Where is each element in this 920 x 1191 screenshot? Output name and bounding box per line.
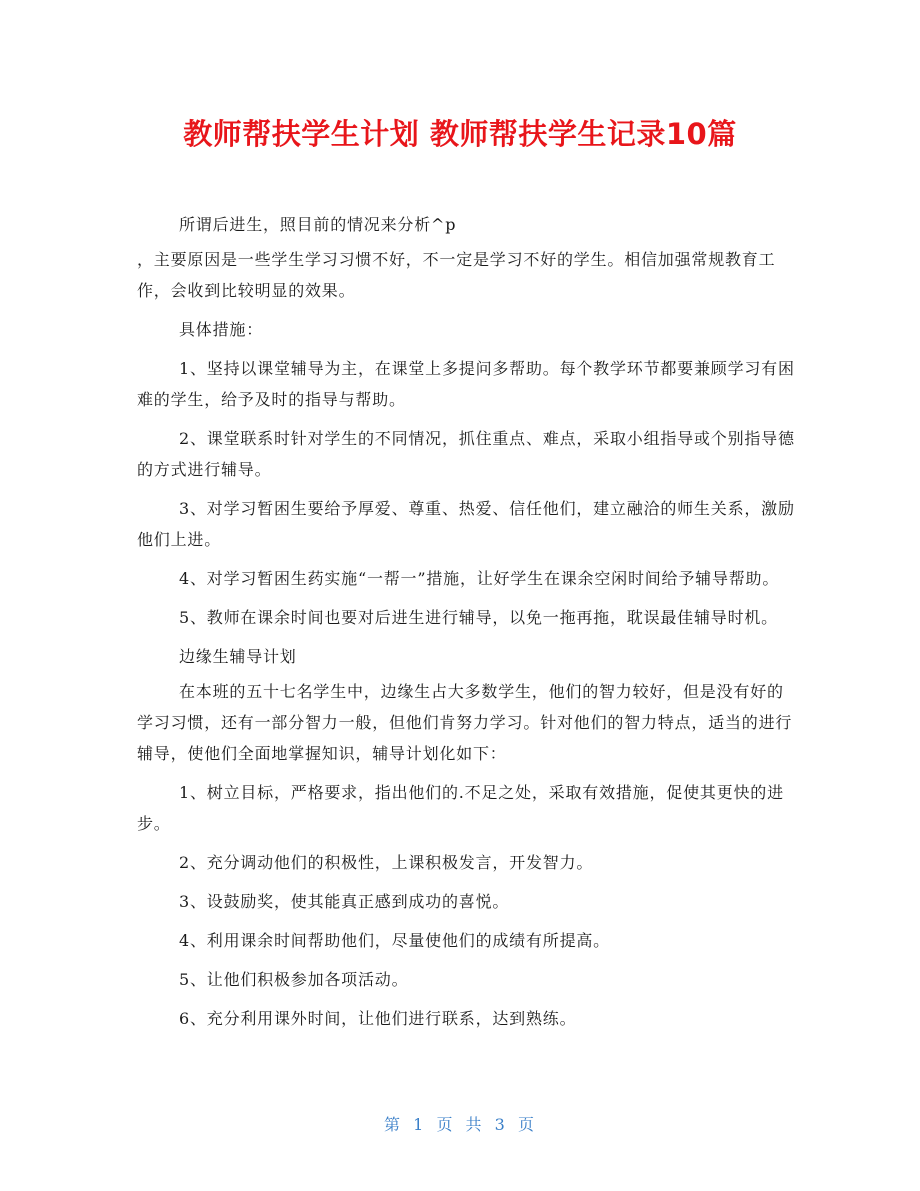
paragraph-edge-item-3: 3、设鼓励奖，使其能真正感到成功的喜悦。 bbox=[179, 892, 510, 911]
paragraph-edge-plan-heading: 边缘生辅导计划 bbox=[179, 647, 297, 666]
paragraph-measure-1: 1、坚持以课堂辅导为主，在课堂上多提问多帮助。每个教学环节都要兼顾学习有困难的学生，给予及时的指导与帮助。 bbox=[137, 359, 795, 409]
footer-current-page: 1 bbox=[413, 1115, 426, 1134]
paragraph-edge-item-1: 1、树立目标，严格要求，指出他们的.不足之处，采取有效措施，促使其更快的进步。 bbox=[137, 783, 784, 833]
paragraph-edge-plan-intro: 在本班的五十七名学生中，边缘生占大多数学生，他们的智力较好，但是没有好的学习习惯，还有一部分智力一般，但他们肯努力学习。针对他们的智力特点，适当的进行辅导，使他们全面地掌握知识，辅导计划化如下： bbox=[137, 682, 793, 763]
document-body bbox=[137, 209, 797, 1042]
paragraph-measure-3: 3、对学习暂困生要给予厚爱、尊重、热爱、信任他们，建立融洽的师生关系，激励他们上进。 bbox=[137, 499, 795, 549]
paragraph-measures-heading: 具体措施： bbox=[179, 320, 264, 339]
paragraph-edge-item-6: 6、充分利用课外时间，让他们进行联系，达到熟练。 bbox=[179, 1009, 577, 1028]
footer-suffix: 页 bbox=[517, 1115, 536, 1134]
paragraph-measure-4: 4、对学习暂困生药实施“一帮一”措施，让好学生在课余空闲时间给予辅导帮助。 bbox=[179, 569, 780, 588]
footer-page-word: 页 bbox=[436, 1115, 455, 1134]
paragraph-measure-5: 5、教师在课余时间也要对后进生进行辅导，以免一拖再拖，耽误最佳辅导时机。 bbox=[179, 608, 778, 627]
paragraph-edge-item-2: 2、充分调动他们的积极性，上课积极发言，开发智力。 bbox=[179, 853, 594, 872]
paragraph-edge-item-4: 4、利用课余时间帮助他们，尽量使他们的成绩有所提高。 bbox=[179, 931, 610, 950]
page-number-footer bbox=[0, 1112, 920, 1135]
paragraph-intro: 所谓后进生，照目前的情况来分析^p bbox=[179, 215, 457, 234]
paragraph-measure-2: 2、课堂联系时针对学生的不同情况，抓住重点、难点，采取小组指导或个别指导德的方式进行辅导。 bbox=[137, 429, 795, 479]
footer-total-pages: 3 bbox=[494, 1115, 507, 1134]
paragraph-edge-item-5: 5、让他们积极参加各项活动。 bbox=[179, 970, 409, 989]
footer-prefix: 第 bbox=[384, 1115, 403, 1134]
paragraph-intro-continued: ，主要原因是一些学生学习习惯不好，不一定是学习不好的学生。相信加强常规教育工作，会收到比较明显的效果。 bbox=[137, 250, 776, 300]
page-title: 教师帮扶学生计划 教师帮扶学生记录10篇 bbox=[183, 117, 737, 151]
footer-total-word: 共 bbox=[465, 1115, 484, 1134]
